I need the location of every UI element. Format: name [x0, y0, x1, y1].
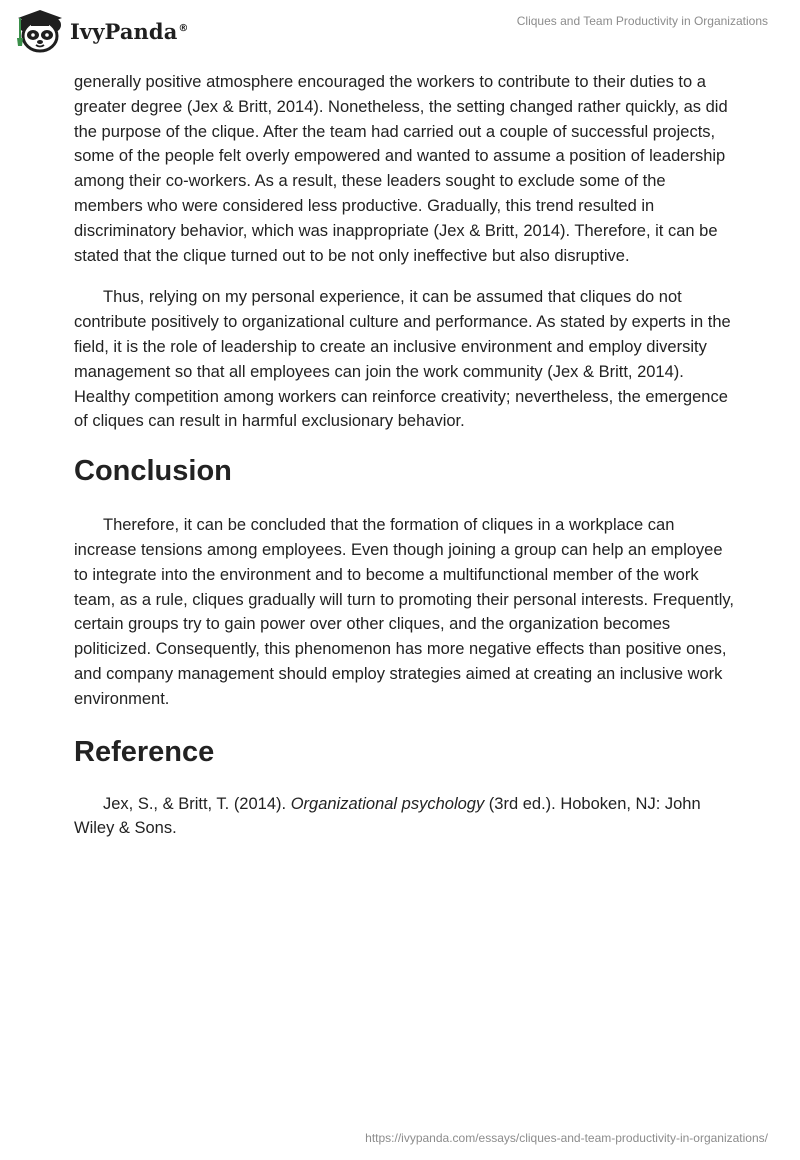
registered-mark: ® [178, 22, 189, 34]
ivypanda-logo[interactable] [14, 8, 189, 54]
reference-title: Organizational psychology [290, 794, 485, 813]
page-header [0, 0, 800, 60]
conclusion-heading: Conclusion [74, 455, 232, 488]
body-paragraph-2: Thus, relying on my personal experience, it can be assumed that cliques do not contribute positively to organizational culture and performance. As stated by experts in the field, it is the role of leadership to create an inclusive environment and employ diversity management so that all employees can join the work community (Jex & Britt, 2014). Healthy competition among workers can reinforce creativity; nevertheless, the emergence of cliques can result in harmful exclusionary behavior. [74, 288, 731, 431]
reference-authors: Jex, S., & Britt, T. (2014). [103, 794, 291, 813]
reference-entry [74, 792, 734, 842]
reference-heading: Reference [74, 735, 215, 768]
panda-graduation-cap-icon [14, 8, 66, 54]
brand-name: IvyPanda® [70, 18, 189, 44]
reference-publisher: (3rd ed.). Hoboken, NJ: John Wiley & Sons. [74, 794, 701, 838]
body-paragraph-1: generally positive atmosphere encouraged the workers to contribute to their duties to a greater degree (Jex & Britt, 2014). Nonetheless, the setting changed rather quickly, as did the purpose of the clique. After the team had carried out a couple of successful projects, some of the people felt overly empowered and wanted to assume a position of leadership among their co-workers. As a result, these leaders sought to exclude some of the members who were considered less productive. Gradually, this trend resulted in discriminatory behavior, which was inappropriate (Jex & Britt, 2014). Therefore, it can be stated that the clique turned out to be not only ineffective but also disruptive. [74, 73, 728, 265]
essay-content [74, 70, 734, 841]
conclusion-paragraph: Therefore, it can be concluded that the formation of cliques in a workplace can increase tensions among employees. Even though joining a group can help an employee to integrate into the environment and to become a multifunctional member of the work team, as a rule, cliques gradually will turn to promoting their personal interests. Frequently, certain groups try to gain power over other cliques, and the organization becomes politicized. Consequently, this phenomenon has more negative effects than positive ones, and company management should employ strategies aimed at creating an inclusive work environment. [74, 516, 735, 708]
source-url[interactable]: https://ivypanda.com/essays/cliques-and-team-productivity-in-organizations/ [365, 1131, 768, 1145]
document-title: Cliques and Team Productivity in Organizations [516, 14, 768, 28]
